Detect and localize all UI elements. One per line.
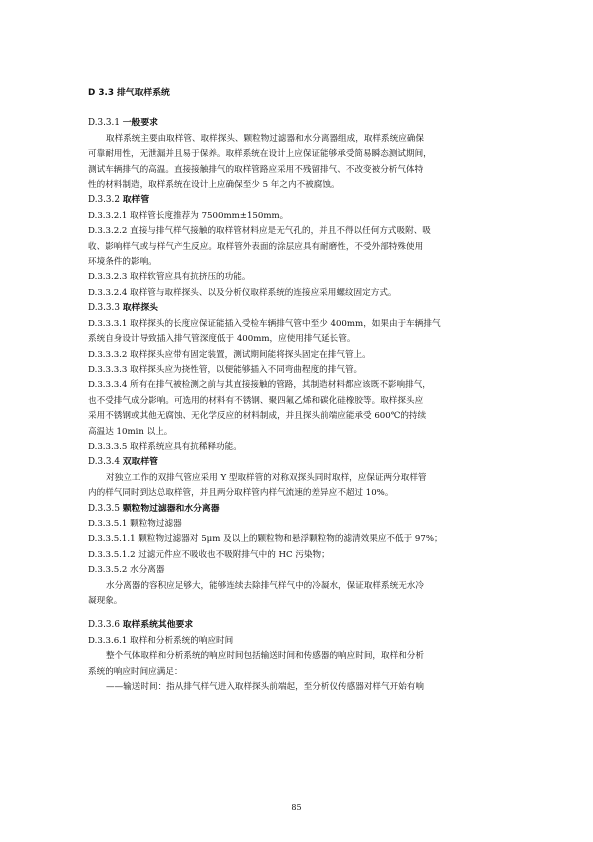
subsection-heading: D.3.3.6 取样系统其他要求 — [88, 620, 194, 631]
subsection-heading: D.3.3.1 一般要求 — [88, 118, 158, 129]
text-line: D.3.3.2.2 直接与排气样气接触的取样管材料应是无气孔的，并且不得以任何方式吸附、吸 — [88, 226, 431, 237]
text-line: D.3.3.6.1 取样和分析系统的响应时间 — [88, 635, 234, 646]
text-line: 取样系统主要由取样管、取样探头、颗粒物过滤器和水分离器组成，取样系统应确保 — [106, 133, 424, 144]
text-line: 水分离器的容积应足够大，能够连续去除排气样气中的冷凝水，保证取样系统无水冷 — [106, 580, 424, 591]
text-line: D.3.3.3.2 取样探头应带有固定装置，测试期间能将探头固定在排气管上。 — [88, 349, 371, 360]
text-line: 测试车辆排气的高温。直接接触排气的取样管路应采用不残留排气、不改变被分析气体特 — [88, 164, 424, 175]
text-line: 也不受排气成分影响。可选用的材料有不锈钢、聚四氟乙烯和碳化硅橡胶等。取样探头应 — [88, 395, 424, 406]
page-number: 85 — [291, 803, 302, 812]
text-line: D.3.3.5.2 水分离器 — [88, 565, 165, 576]
text-line: 收、影响样气或与样气产生反应。取样管外表面的涂层应具有耐磨性，不受外部特殊使用 — [88, 241, 424, 252]
text-line: 对独立工作的双排气管应采用 Y 型取样管的对称双探头同时取样，应保证两分取样管 — [106, 472, 427, 483]
text-line: D.3.3.2.3 取样软管应具有抗挤压的功能。 — [88, 272, 251, 283]
text-line: ——输送时间：指从排气样气进入取样探头前端起，至分析仪传感器对样气开始有响 — [106, 682, 424, 693]
subsection-heading: D.3.3.5 颗粒物过滤器和水分离器 — [88, 503, 220, 514]
text-line: D.3.3.3.1 取样探头的长度应保证能插入受检车辆排气管中至少 400mm，如果由于车辆排气 — [88, 318, 441, 329]
text-line: D.3.3.2.4 取样管与取样探头、以及分析仪取样系统的连接应采用螺纹固定方式。 — [88, 287, 397, 298]
text-line: 采用不锈钢或其他无腐蚀、无化学反应的材料制成，并且探头前端应能承受 600℃的持续 — [88, 411, 427, 422]
body-text — [88, 116, 506, 695]
text-line: D.3.3.3.4 所有在排气被检测之前与其直接接触的管路，其制造材料都应该既不影响排气， — [88, 380, 431, 391]
text-line: 凝现象。 — [88, 596, 123, 606]
text-line: D.3.3.3.5 取样系统应具有抗稀释功能。 — [88, 441, 242, 452]
text-line: D.3.3.3.3 取样探头应为挠性管，以便能够插入不同弯曲程度的排气管。 — [88, 364, 363, 375]
text-line: 整个气体取样和分析系统的响应时间包括输送时间和传感器的响应时间，取样和分析 — [106, 651, 424, 662]
text-line: 内的样气同时到达总取样管，并且两分取样管内样气流速的差异应不超过 10%。 — [88, 488, 394, 499]
subsection-heading: D.3.3.3 取样探头 — [88, 303, 158, 314]
subsection-heading: D.3.3.2 取样管 — [88, 195, 150, 206]
text-line: 系统的响应时间应满足： — [88, 666, 183, 677]
page-content — [88, 86, 506, 695]
text-line: 性的材料制造，取样系统在设计上应确保至少 5 年之内不被腐蚀。 — [88, 180, 340, 191]
text-line: 环境条件的影响。 — [88, 257, 157, 268]
text-line: D.3.3.2.1 取样管长度推荐为 7500mm±150mm。 — [88, 210, 289, 221]
text-line: 系统自身设计导致插入排气管深度低于 400mm，应使用排气延长管。 — [88, 334, 356, 345]
text-line: D.3.3.5.1.1 颗粒物过滤器对 5μm 及以上的颗粒物和悬浮颗粒物的滤清效果应不低于 97%； — [88, 534, 443, 545]
text-line: D.3.3.5.1.2 过滤元件应不吸收也不吸附排气中的 HC 污染物； — [88, 549, 330, 560]
text-line: D.3.3.5.1 颗粒物过滤器 — [88, 518, 182, 529]
text-line: 高温达 10min 以上。 — [88, 426, 173, 437]
text-line: 可靠耐用性，无泄漏并且易于保养。取样系统在设计上应保证能够承受简易瞬态测试期间， — [88, 149, 432, 160]
section-heading: D 3.3 排气取样系统 — [88, 88, 170, 98]
subsection-heading: D.3.3.4 双取样管 — [88, 457, 158, 468]
